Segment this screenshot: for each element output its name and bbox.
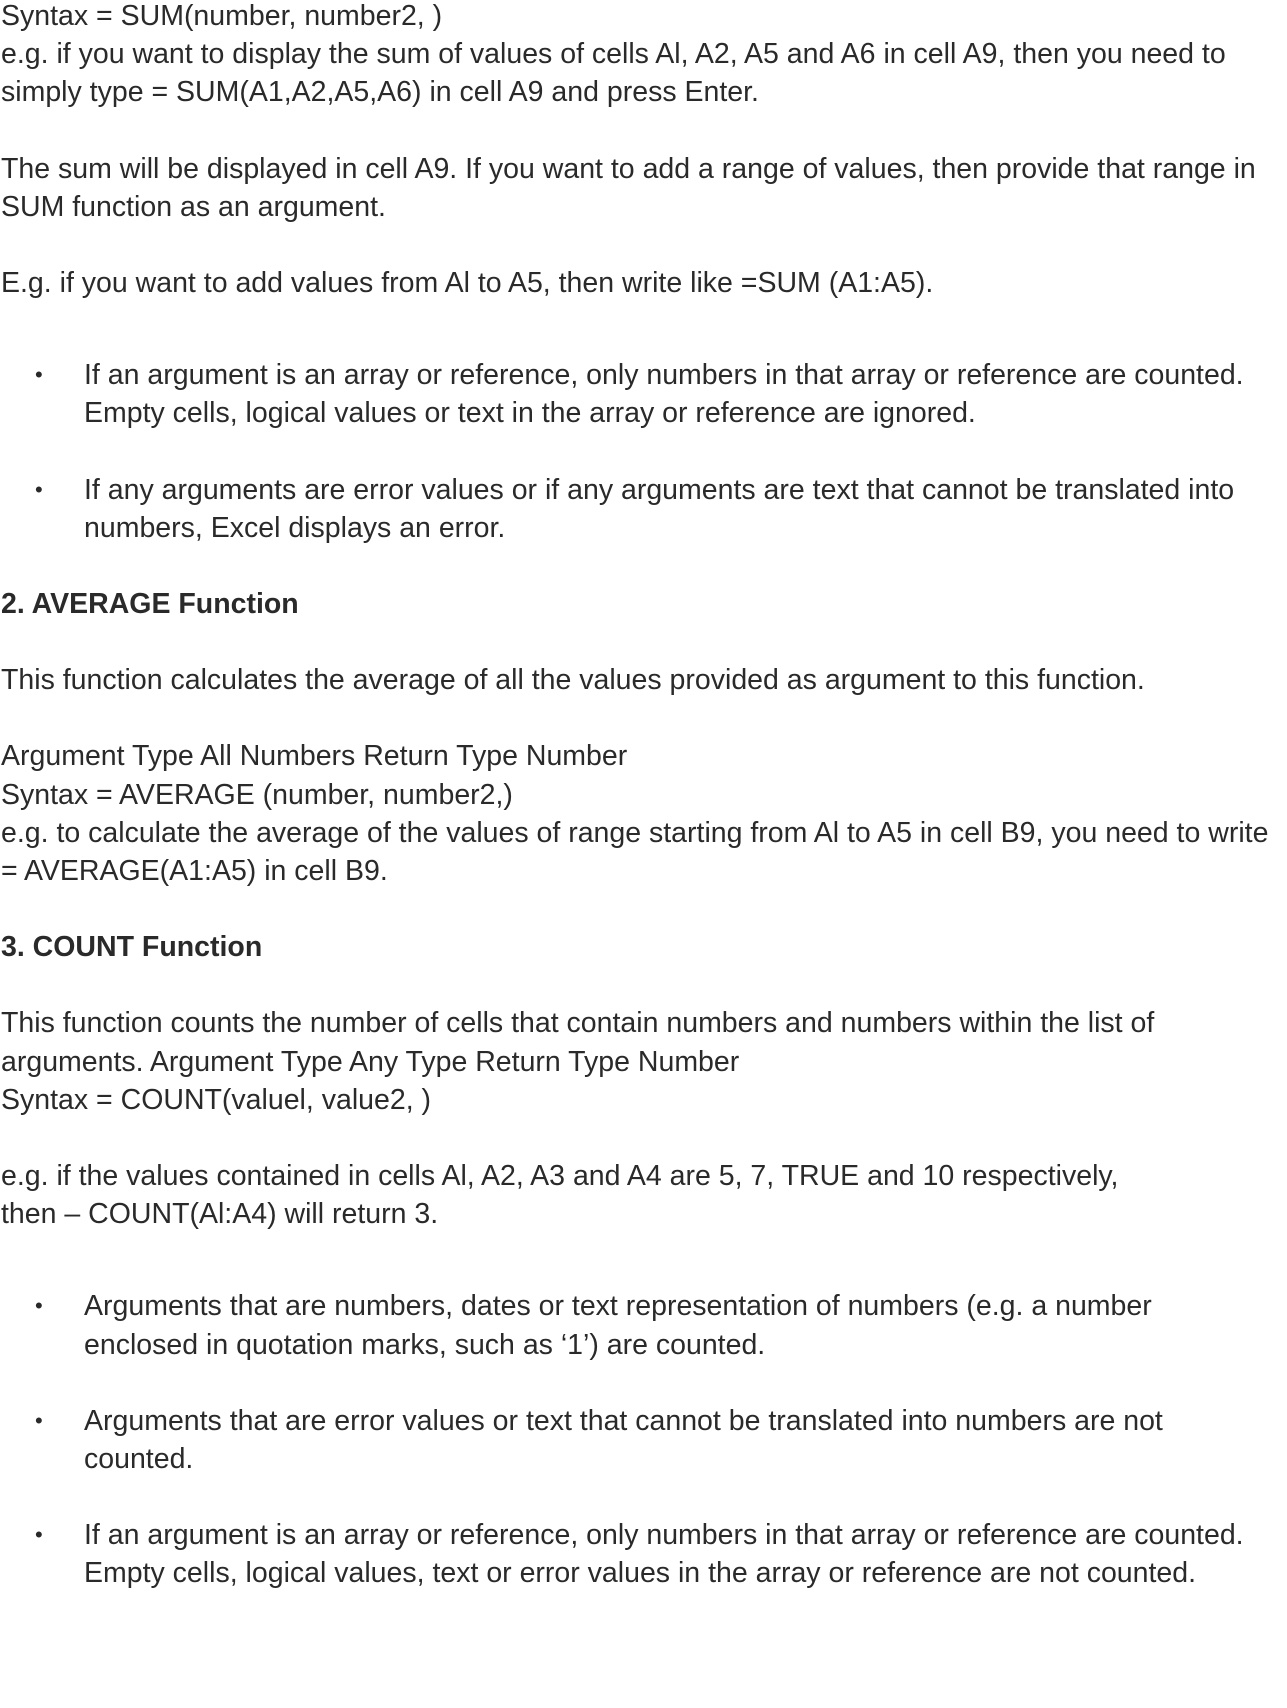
count-example: e.g. if the values contained in cells Al, A2, A3 and A4 are 5, 7, TRUE and 10 respectively, then – COUNT(Al:A4) will return 3. [1, 1160, 1119, 1231]
sum-range-example: E.g. if you want to add values from Al to A5, then write like =SUM (A1:A5). [1, 267, 934, 300]
count-description-block [1, 1004, 1287, 1119]
list-item-text: Arguments that are error values or text that cannot be translated into numbers are not counted. [84, 1404, 1163, 1476]
bullet-icon: • [35, 476, 43, 502]
sum-syntax-block [1, 0, 1287, 112]
list-item [1, 1287, 1287, 1363]
count-description: This function counts the number of cells that contain numbers and numbers within the list of arguments. Argument Type Any Type Return Type Number [1, 1007, 1155, 1078]
document [1, 0, 1287, 1631]
average-syntax: Syntax = AVERAGE (number, number2,) [1, 778, 513, 811]
average-heading: 2. AVERAGE Function [1, 588, 299, 621]
list-item [1, 356, 1287, 432]
average-details [1, 737, 1287, 890]
list-item [1, 471, 1287, 547]
bullet-icon: • [35, 362, 43, 388]
list-item [1, 1516, 1287, 1592]
sum-syntax: Syntax = SUM(number, number2, ) [1, 0, 443, 32]
list-item-text: Arguments that are numbers, dates or text representation of numbers (e.g. a number enclosed in quotation marks, such as ‘1’) are counted. [84, 1290, 1152, 1361]
average-types: Argument Type All Numbers Return Type Number [1, 740, 628, 773]
bullet-icon: • [35, 1293, 43, 1319]
list-item-text: If an argument is an array or reference, only numbers in that array or reference are counted. Empty cells, logical values, text or error values in the array or reference are not counted. [84, 1519, 1244, 1590]
bullet-icon: • [35, 1407, 43, 1433]
average-example: e.g. to calculate the average of the values of range starting from Al to A5 in cell B9, you need to write = AVERAGE(A1:A5) in cell B9. [1, 816, 1269, 888]
sum-notes-list [1, 356, 1287, 547]
sum-range-paragraph: The sum will be displayed in cell A9. If you want to add a range of values, then provide that range in SUM function as an argument. [1, 152, 1256, 223]
count-syntax: Syntax = COUNT(valuel, value2, ) [1, 1083, 432, 1116]
count-notes-list [1, 1287, 1287, 1592]
sum-example: e.g. if you want to display the sum of values of cells Al, A2, A5 and A6 in cell A9, then you need to simply type = SUM(A1,A2,A5,A6) in cell A9 and press Enter. [1, 38, 1226, 109]
list-item-text: If any arguments are error values or if any arguments are text that cannot be translated into numbers, Excel displays an error. [84, 473, 1235, 544]
list-item [1, 1402, 1287, 1478]
average-description: This function calculates the average of all the values provided as argument to this function. [1, 664, 1145, 697]
bullet-icon: • [35, 1522, 43, 1548]
count-heading: 3. COUNT Function [1, 931, 263, 964]
list-item-text: If an argument is an array or reference, only numbers in that array or reference are counted. Empty cells, logical values or text in the array or reference are ignored. [84, 359, 1244, 430]
